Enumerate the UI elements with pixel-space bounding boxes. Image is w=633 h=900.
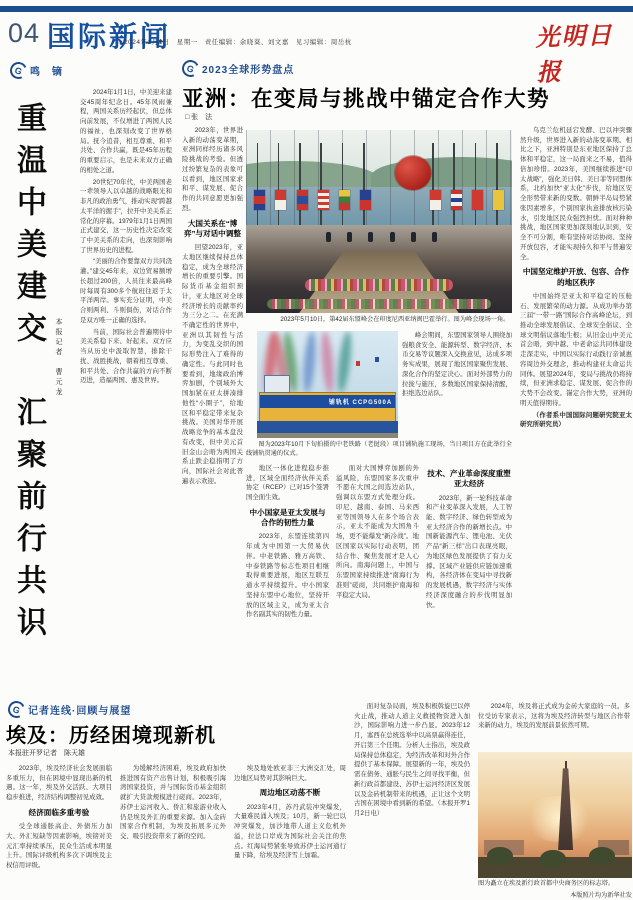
paragraph: 峰会期间，东盟国家领导人围绕加强粮食安全、能源转型、数字经济、本币交易等议题深入交换意见，达成多项务实成果，展现了地区国家聚焦发展、深化合作的坚定决心。面对外部势力的拉拢与施压，多数地区国家保持清醒，拒绝选边站队。	[402, 332, 512, 398]
roundup-column-r	[520, 126, 632, 698]
column-label-text: 记者连线·回顾与展望	[28, 706, 132, 717]
column-label-text: 2023全球形势盘点	[202, 65, 295, 76]
vertical-byline: 本报记者 曹元龙	[55, 318, 62, 398]
subhead: 经济面临多重考验	[28, 807, 90, 817]
summit-photo	[246, 130, 512, 313]
roundup-column-b3	[426, 464, 512, 698]
paragraph: “美丽的合作要靠双方共同浇灌。”建交45年来，双边贸易额增长超过200倍，人员往来最高峰时每周有300多个航班往返于太平洋两岸。事实充分证明，中美合则两利、斗则俱伤，对话合作是双方唯一正确的选择。	[80, 258, 172, 324]
photo2-caption: 图为2023年10月下旬拍摄的中老铁路（老挝段）项目铺轨施工现场，当日项目方在此举行全线铺轨贯通的仪式。	[246, 441, 512, 457]
paragraph: 当前，国际社会普遍期待中美关系稳下来、好起来。双方应当从历史中汲取智慧，排除干扰、战胜挑战，朝着相互尊重、和平共处、合作共赢的方向不断迈进，造福两国、惠及世界。	[80, 328, 172, 385]
paragraph: 受全球通胀高企、外债压力加大、外汇短缺等因素影响，埃镑对美元汇率持续承压，民众生活成本明显上升。国际评级机构多次下调埃及主权信用评级。	[6, 823, 112, 870]
guangming-g-icon: G	[180, 58, 202, 80]
guangming-g-icon: G	[8, 60, 30, 82]
flag	[275, 190, 286, 210]
paragraph: 2023年，世界进入新的动荡变革期，亚洲同样经历诸多风险挑战的考验。但透过纷繁复杂的表象可以看到，地区国家求和平、谋发展、促合作的共同意愿更加强烈。	[182, 127, 243, 212]
subhead: 周边地区动荡不断	[259, 788, 321, 798]
subhead: 大国关系在“博弈”与对话中调整	[184, 218, 241, 238]
subhead: 技术、产业革命深度重塑亚太经济	[427, 469, 511, 489]
photo-credit: 本版照片均为新华社发	[570, 891, 632, 899]
glass-wall	[246, 130, 512, 236]
newspaper-logo: 光明日报	[534, 19, 614, 87]
small-flag	[375, 357, 379, 362]
flower-garland	[267, 299, 490, 309]
paragraph: 面对复杂局面，埃及积极斡旋巴以停火止战，推动人道主义救援物资进入加沙，国际影响力进一步凸显。2023年12月，塞西在总统选举中以高票赢得连任，开启第三个任期。分析人士指出，埃及政局保持总体稳定，为经济改革和对外合作提供了基本保障。展望新的一年，埃及仍需在债务、通胀与民生之间寻找平衡，但新行政首都建设、苏伊士运河经济区发展以及金砖机制带来的机遇，正让这个文明古国在困境中看到新的希望。（本报开罗1月2日电）	[354, 703, 470, 818]
roundup-column-p	[402, 331, 512, 438]
masthead-rule	[0, 6, 633, 12]
subhead: 中小国家是亚太发展与合作的韧性力量	[249, 507, 326, 528]
ground	[257, 433, 398, 438]
paragraph: 20世纪70年代，中美两国老一辈领导人以卓越的战略眼光和非凡的政治勇气，推动实现“跨越太平洋的握手”，拉开中美关系正常化的序幕。1979年1月1日两国正式建交，这一历史性决定改变了中美关系的走向，也深刻影响了世界历史的进程。	[80, 178, 172, 254]
paragraph: 2023年，东盟连续第四年成为中国第一大贸易伙伴。中老铁路、雅万高铁、中泰铁路等标志性项目相继取得重要进展，地区互联互通水平持续提升。中小国家坚持东盟中心地位，坚持开放的区域主义，成为亚太合作名副其实的韧性力量。	[246, 533, 329, 619]
guangming-g-icon: G	[6, 699, 28, 721]
egypt-column-2	[120, 764, 226, 894]
mingdi-text-column	[80, 88, 172, 696]
paragraph: 回望2023年，亚太地区继续保持总体稳定，成为全球经济增长的重要引擎。国际货币基金组织预计，亚太地区对全球经济增长的贡献率约为三分之二。在充满不确定性的世界中，亚洲以其韧性与活力，为变乱交织的国际形势注入了难得的确定性。与此同时也要看到，地缘政治博弈加剧，个别域外大国加紧在亚太拼凑排他性“小圈子”，给地区和平稳定带来复杂挑战。美国对华开展战略竞争的基本盘没有改变，但中美元首旧金山会晤为两国关系止跌企稳指明了方向，国际社会对此普遍表示欢迎。	[182, 244, 243, 485]
masthead-dateline: 2024年1月1日 星期一 责任编辑：余晓葵、刘文嘉 见习编辑：周岳杭	[124, 39, 352, 46]
egypt-column-5	[478, 702, 630, 748]
egypt-byline: 本报驻开罗记者 陈天雄	[8, 750, 85, 757]
paragraph: 地区一体化进程稳步推进，区域全面经济伙伴关系协定（RCEP）已对15个签署国全面生效。	[246, 465, 329, 502]
photo3-caption: 图为矗立在埃及新行政首都中央商务区的标志塔。	[478, 880, 615, 887]
flag	[297, 190, 308, 210]
column-label-mingdi	[10, 62, 63, 79]
column-label-text: 鸣 镝	[30, 67, 63, 78]
flag	[493, 190, 504, 210]
flag	[254, 190, 265, 210]
paragraph: 2023年4月，苏丹武装冲突爆发，大量难民涌入埃及；10月，新一轮巴以冲突爆发，加沙地带人道主义危机外溢，拉法口岸成为国际社会关注的焦点。红海局势紧张导致苏伊士运河通行量下降，给埃及经济雪上加霜。	[234, 803, 346, 860]
paragraph: 2024年，埃及将正式成为金砖大家庭的一员。多位受访专家表示，这将为埃及经济转型与地区合作带来新的动力，埃及的发展前景依然可期。	[478, 703, 630, 730]
egypt-column-3	[234, 764, 346, 894]
column-label-connect	[8, 701, 131, 718]
machine-cab	[264, 375, 290, 393]
flag	[472, 190, 483, 210]
colored-smoke	[335, 331, 353, 394]
flag	[360, 190, 371, 210]
paragraph: 为缓解经济困难，埃及政府加快推进国有资产出售计划，积极吸引海湾国家投资，并与国际货币基金组织就扩大贷款规模进行磋商。2023年，苏伊士运河收入、侨汇和旅游业收入仍是埃及外汇的重要来源。加入金砖国家合作机制，为埃及拓展多元外交、吸引投资带来了新的空间。	[120, 765, 226, 841]
main-headline: 亚洲：在变局与挑战中锚定合作大势	[182, 87, 551, 111]
flag	[430, 190, 441, 210]
subhead: 中国坚定维护开放、包容、合作的地区秩序	[522, 267, 630, 287]
paragraph: 中国始终是亚太和平稳定的压舱石、发展繁荣的动力源。从成功举办第三届“一带一路”国际合作高峰论坛，到推动全球发展倡议、全球安全倡议、全球文明倡议落地生根；从旧金山中美元首会晤，到中越、中老命运共同体建设走深走实，中国以实际行动践行亲诚惠容周边外交理念，推动构建亚太命运共同体。展望2024年，变局与挑战仍将持续，但亚洲求稳定、谋发展、促合作的大势不会改变。锚定合作大势，亚洲的明天值得期待。	[520, 292, 632, 407]
flag	[318, 190, 329, 210]
egypt-headline: 埃及：历经困境现新机	[6, 725, 216, 747]
roundup-column-b1	[246, 464, 329, 698]
vertical-headline: 重温中美建交 汇聚前行共识	[11, 102, 46, 648]
flower-garland	[305, 279, 454, 291]
colored-smoke	[319, 331, 335, 393]
summit-logo-sphere	[395, 156, 431, 190]
paragraph: 2023年，埃及经济社会发展面临多重压力，但在困境中显现出新的机遇。这一年，埃及外交活跃、大项目稳步推进，经济结构调整初见成效。	[6, 765, 112, 802]
egypt-column-1	[6, 764, 112, 894]
small-flag	[356, 361, 360, 366]
paragraph: 乌克兰危机延宕发酵、巴以冲突骤然升级，世界进入新的动荡变革期。相比之下，亚洲特别是东亚地区保持了总体和平稳定，这一局面来之不易，值得倍加珍惜。2023年，美国继续推进“印太战略”，强化美日韩、美日菲等同盟体系，北约加快“亚太化”步伐，给地区安全形势带来新的变数。朝鲜半岛局势紧张因素增多，个别国家执意排放核污染水，引发地区民众强烈担忧。面对种种挑战，地区国家更加深刻地认识到，安全不可分割，唯有坚持对话协商、坚持开放包容，才能实现持久和平与普遍安全。	[520, 127, 632, 261]
track-machine	[260, 393, 395, 421]
roundup-column-b2	[336, 464, 419, 698]
paragraph: 面对大国博弈加剧的外溢风险，东盟国家多次重申不愿在大国之间选边站队，强调以东盟方式处理分歧。印尼、越南、泰国、马来西亚等国领导人在多个场合表示，亚太不能成为大国角斗场，更不能爆发“新冷战”。地区国家以实际行动表明，团结合作、聚焦发展才是人心所向。南海问题上，中国与东盟国家持续推进“南海行为准则”磋商，共同维护南海和平稳定大局。	[336, 465, 419, 599]
page-number: 04	[8, 18, 41, 48]
photo1-caption: 2023年5月10日，第42届东盟峰会在印度尼西亚纳闽巴霍举行。图为峰会现场一角。	[280, 316, 510, 323]
flag	[339, 190, 350, 210]
roundup-column-a	[182, 126, 243, 698]
section-title: 国际新闻	[47, 21, 172, 52]
colored-smoke	[301, 331, 317, 393]
author-note: （作者系中国国际问题研究院亚太研究所研究员）	[520, 411, 632, 429]
tower-photo	[478, 752, 632, 878]
railway-photo	[257, 331, 398, 438]
machine-chassis	[257, 421, 398, 433]
flag	[451, 190, 462, 210]
machine-name-banner: 铺轨机 CCPG500A	[260, 395, 395, 408]
main-byline: □ 张 法	[185, 114, 213, 121]
photo3-caption-block	[478, 880, 632, 899]
paragraph: 埃及地处欧亚非三大洲交汇处，周边地区局势对其影响巨大。	[234, 765, 346, 782]
paragraph: 2024年1月1日，中美迎来建交45周年纪念日。45年风雨兼程，两国关系历经起伏，但总体向前发展，不仅增进了两国人民的福祉，也深刻改变了世界格局。抚今追昔，相互尊重、和平共处、合作共赢，既是45年历程的重要启示，也是未来双方正确的相处之道。	[80, 89, 172, 174]
egypt-column-4	[354, 702, 470, 894]
paragraph: 2023年，新一轮科技革命和产业变革深入发展，人工智能、数字经济、绿色转型成为亚太经济合作的新增长点。中国新能源汽车、锂电池、光伏产品“新三样”出口表现亮眼，为地区绿色发展提供了有力支撑。区域产业链供应链加速重构，各经济体在变局中寻找新的发展机遇，数字经济与实体经济深度融合的步伐明显加快。	[426, 494, 512, 609]
column-label-roundup	[182, 60, 294, 77]
